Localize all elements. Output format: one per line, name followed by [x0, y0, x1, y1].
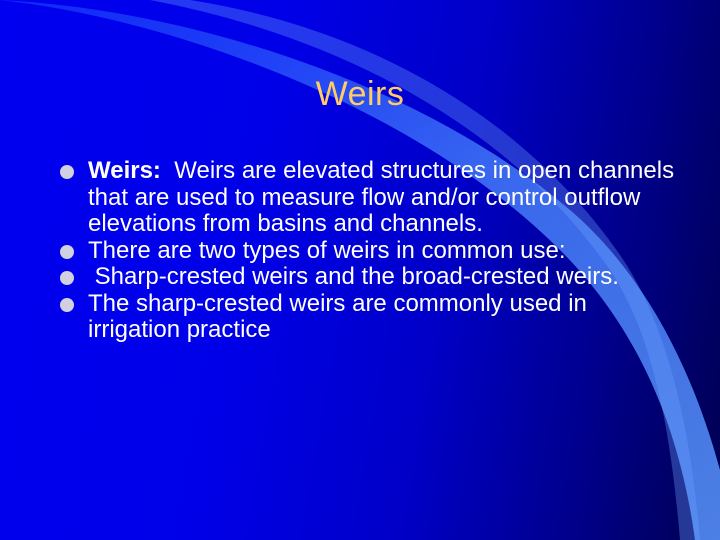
- bullet-dot-icon: [60, 245, 74, 259]
- slide-title: Weirs: [315, 75, 405, 113]
- bullet-dot-icon: [60, 271, 74, 285]
- bullet-text: There are two types of weirs in common use:: [88, 236, 566, 264]
- bullet-item: [58, 291, 678, 344]
- bullet-text: The sharp-crested weirs are commonly used in irrigation practice: [88, 289, 587, 343]
- bullet-lead: Weirs:: [88, 157, 161, 184]
- bullet-list: [58, 157, 681, 344]
- bullet-dot-icon: [60, 165, 74, 179]
- bullet-item: [58, 157, 681, 238]
- bullet-text: Sharp-crested weirs and the broad-crested weirs.: [88, 263, 619, 290]
- bullet-item: [58, 264, 678, 291]
- bullet-text: Weirs are elevated structures in open channels that are used to measure flow and/or control outflow elevations from basins and channels.: [88, 157, 681, 237]
- bullet-item: [58, 238, 678, 265]
- bullet-dot-icon: [60, 298, 74, 312]
